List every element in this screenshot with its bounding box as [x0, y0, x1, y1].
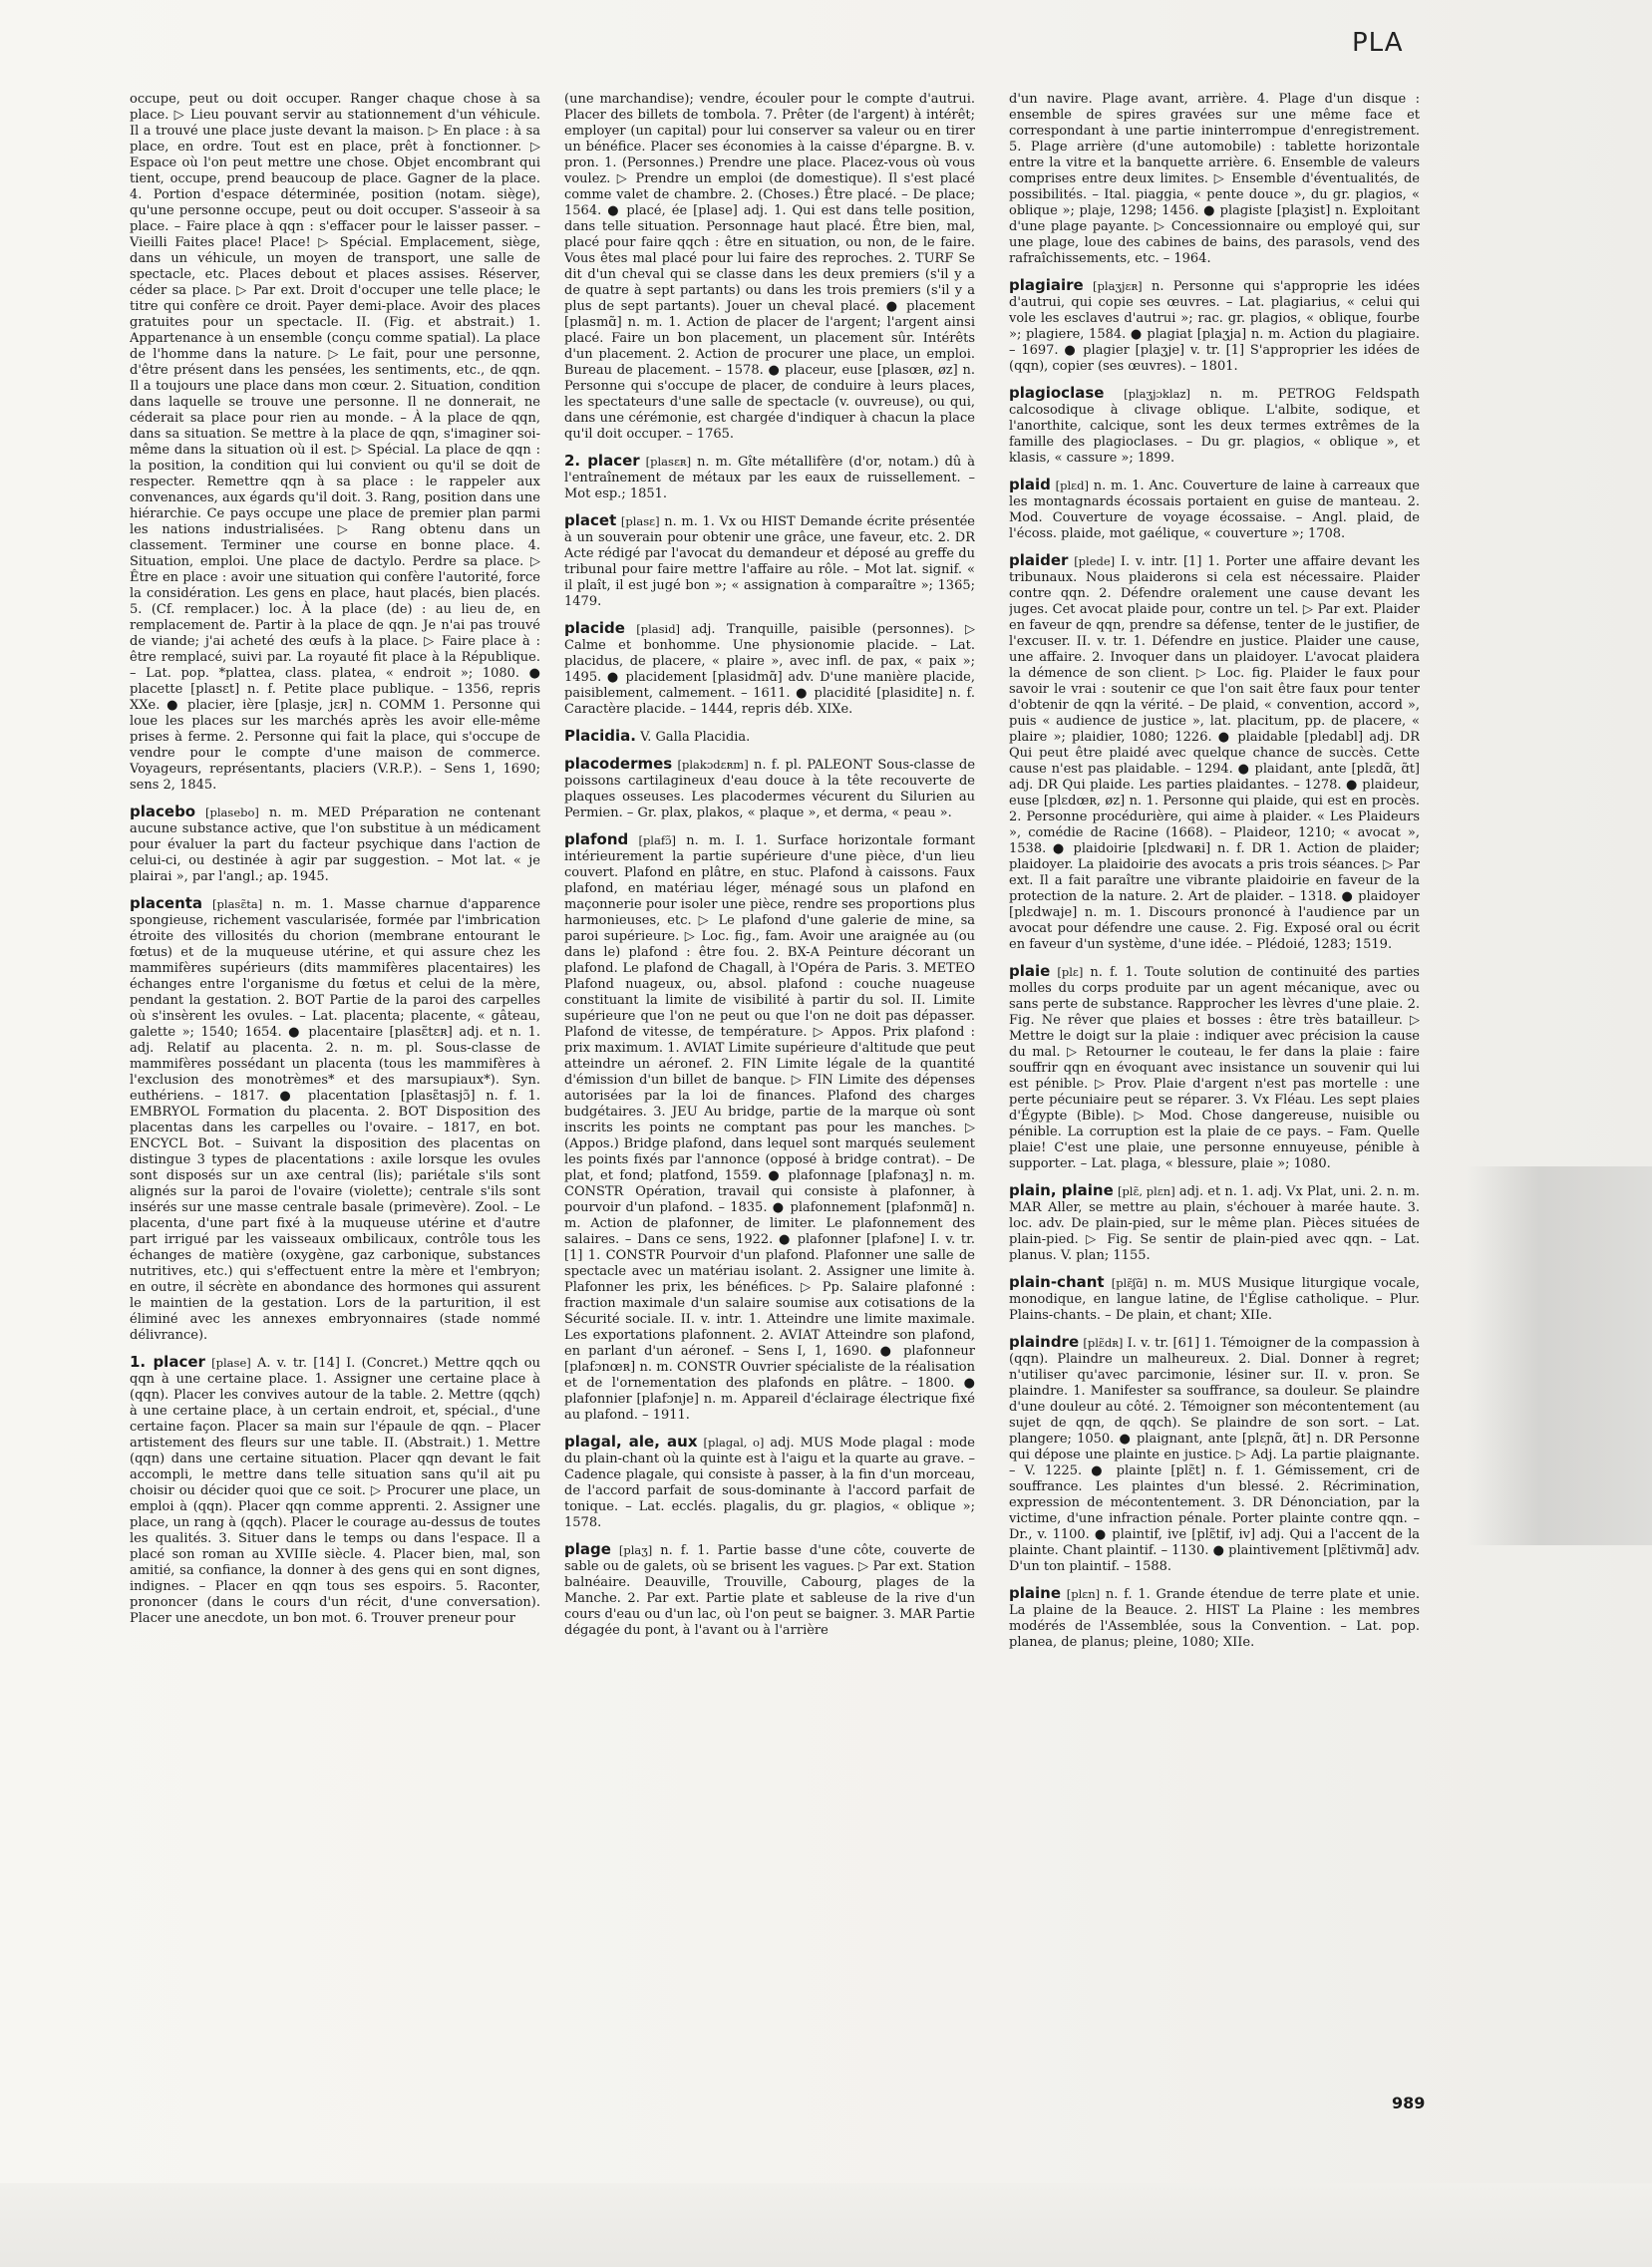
entry-headword: plaindre — [1009, 1333, 1080, 1351]
dictionary-entry — [130, 804, 540, 885]
entry-definition: n. m. PETROG Feldspath calcosodique à clivage oblique. L'albite, sodique, et l'anorthite, calcique, sont les deux termes extrêmes de la famille des plagioclases. – Du gr. plagios, « oblique », et klasis, « cassure »; 1899. — [1009, 387, 1420, 466]
entry-headword: plaid — [1009, 476, 1051, 493]
dictionary-entry — [564, 1434, 975, 1531]
dictionary-entry — [1009, 963, 1420, 1172]
entry-pronunciation: [plase] — [211, 1356, 251, 1370]
entry-pronunciation: [plɛ] — [1057, 965, 1084, 979]
entry-definition: n. m. 1. Vx ou HIST Demande écrite présentée à un souverain pour obtenir une grâce, une faveur, etc. 2. DR Acte rédigé par l'avocat du demandeur et déposé au greffe du tribunal pour faire mettre l'affaire au rôle. – Mot lat. signif. « il plaît, il est jugé bon »; « assignation à comparaître »; 1365; 1479. — [564, 514, 975, 609]
dictionary-entry — [1009, 385, 1420, 467]
entry-definition: adj. Tranquille, paisible (personnes). ▷ Calme et bonhomme. Une physionomie placide. – Lat. placidus, de placere, « plaire », avec infl. de pax, « paix »; 1495. ● placidement [plasidmɑ̃] adv. D'une manière placide, paisiblement, calmement. – 1611. ● placidité [plasidite] n. f. Caractère placide. – 1444, repris déb. XIXe. — [564, 622, 975, 717]
entry-headword: plaie — [1009, 962, 1051, 980]
entry-pronunciation: [plaʒjɔklaz] — [1124, 387, 1191, 401]
entry-headword: placide — [564, 619, 625, 637]
dictionary-entry — [564, 512, 975, 610]
entry-definition: n. Personne qui s'approprie les idées d'autrui, qui copie ses œuvres. – Lat. plagiarius, « celui qui vole les esclaves d'autrui »; rac. gr. plagios, « oblique, fourbe »; plagiere, 1584. ● plagiat [plaʒja] n. m. Action du plagiaire. – 1697. ● plagier [plaʒje] v. tr. [1] S'approprier les idées de (qqn), copier (ses œuvres). – 1801. — [1009, 279, 1420, 374]
entry-pronunciation: [plɛ̃ʃɑ̃] — [1111, 1276, 1149, 1290]
entry-definition: n. m. 1. Masse charnue d'apparence spongieuse, richement vascularisée, formée par l'imbrication étroite des villosités du chorion (membrane entourant le fœtus) et de la muqueuse utérine, et qui assure chez les mammifères supérieurs (dits mammifères placentaires) les échanges entre l'organisme du fœtus et celui de la mère, pendant la gestation. 2. BOT Partie de la paroi des carpelles où s'insèrent les ovules. – Lat. placenta; placente, « gâteau, galette »; 1540; 1654. ● placentaire [plasɛ̃tɛʀ] adj. et n. 1. adj. Relatif au placenta. 2. n. m. pl. Sous-classe de mammifères possédant un placenta (tous les mammifères à l'exclusion des monotrèmes* et des marsupiaux*). Syn. euthériens. – 1817. ● placentation [plasɛ̃tasjɔ̃] n. f. 1. EMBRYOL Formation du placenta. 2. BOT Disposition des placentas dans les carpelles ou l'ovaire. – 1817, en bot. ENCYCL Bot. – Suivant la disposition des placentas on distingue 3 types de placentations : axile lorsque les ovules sont disposés sur un axe central (lis); pariétale s'ils sont alignés sur la paroi de l'ovaire (violette); centrale s'ils sont insérés sur une masse centrale basale (primevère). Zool. – Le placenta, d'une part fixé à la muqueuse utérine et d'autre part irrigué par les vaisseaux ombilicaux, contrôle tous les échanges de matière (oxygène, gaz carbonique, substances nutritives, etc.) qui s'effectuent entre la mère et l'embryon; en outre, il sécrète en abondance des hormones qui assurent le maintien de la gestation. Lors de la parturition, il est éliminé avec les annexes embryonnaires (stade nommé délivrance). — [130, 897, 540, 1343]
dictionary-entry — [564, 728, 975, 746]
dictionary-entry — [1009, 1274, 1420, 1324]
page-shadow — [1466, 1166, 1652, 1545]
entry-definition: n. m. MUS Musique liturgique vocale, monodique, en langue latine, de l'Église catholique. – Plur. Plains-chants. – De plain, et chant; XIIe. — [1009, 1276, 1420, 1323]
entry-headword: plaine — [1009, 1584, 1061, 1602]
entry-headword: plage — [564, 1540, 611, 1558]
entry-pronunciation: [plagal, o] — [703, 1436, 765, 1450]
entry-definition: I. v. intr. [1] 1. Porter une affaire devant les tribunaux. Nous plaiderons si cela est nécessaire. Plaider contre qqn. 2. Défendre oralement une cause devant les juges. Cet avocat plaide pour, contre un tel. ▷ Par ext. Plaider en faveur de qqn, prendre sa défense, tenter de le justifier, de l'excuser. II. v. tr. 1. Défendre en justice. Plaider une cause, une affaire. 2. Invoquer dans un plaidoyer. L'avocat plaidera la démence de son client. ▷ Loc. fig. Plaider le faux pour savoir le vrai : soutenir ce que l'on sait être faux pour tenter d'obtenir de qqn la vérité. – De plaid, « convention, accord », puis « audience de justice », lat. placitum, pp. de placere, « plaire »; plaidier, 1080; 1226. ● plaidable [pledabl] adj. DR Qui peut être plaidé avec quelque chance de succès. Cette cause n'est pas plaidable. – 1294. ● plaidant, ante [plɛdɑ̃, ɑ̃t] adj. DR Qui plaide. Les parties plaidantes. – 1278. ● plaideur, euse [plɛdœʀ, øz] n. 1. Personne qui plaide, qui est en procès. 2. Personne procédurière, qui aime à plaider. « Les Plaideurs », comédie de Racine (1668). – Plaideor, 1210; « avocat », 1538. ● plaidoirie [plɛdwaʀi] n. f. DR 1. Action de plaider; plaidoyer. La plaidoirie des avocats a pris trois séances. ▷ Par ext. Il a fait paraître une vibrante plaidoirie en faveur de la protection de la nature. 2. Art de plaider. – 1318. ● plaidoyer [plɛdwaje] n. m. 1. Discours prononcé à l'audience par un avocat pour défendre une cause. 2. Fig. Exposé oral ou écrit en faveur d'un système, d'une idée. – Plédoié, 1283; 1519. — [1009, 554, 1420, 952]
entry-headword: plain-chant — [1009, 1273, 1105, 1291]
dictionary-entry — [564, 1541, 975, 1639]
entry-definition: occupe, peut ou doit occuper. Ranger chaque chose à sa place. ▷ Lieu pouvant servir au stationnement d'un véhicule. Il a trouvé une place juste devant la maison. ▷ En place : à sa place, en ordre. Tout est en place, prêt à fonctionner. ▷ Espace où l'on peut mettre une chose. Objet encombrant qui tient, occupe, prend beaucoup de place. Gagner de la place. 4. Portion d'espace déterminée, position (notam. siège), qu'une personne occupe, peut ou doit occuper. S'asseoir à sa place. – Faire place à qqn : s'effacer pour le laisser passer. – Vieilli Faites place! Place! ▷ Spécial. Emplacement, siège, dans un véhicule, un moyen de transport, une salle de spectacle, etc. Places debout et places assises. Réserver, céder sa place. ▷ Par ext. Droit d'occuper une telle place; le titre qui confère ce droit. Payer demi-place. Avoir des places gratuites pour un spectacle. II. (Fig. et abstrait.) 1. Appartenance à un ensemble (conçu comme spatial). La place de l'homme dans la nature. ▷ Le fait, pour une personne, d'être présent dans les pensées, les sentiments, etc., de qqn. Il a toujours une place dans mon cœur. 2. Situation, condition dans laquelle se trouve une personne. Il ne donnerait, ne céderait sa place pour rien au monde. – À la place de qqn, dans sa situation. Se mettre à la place de qqn, s'imaginer soi-même dans la situation où il est. ▷ Spécial. La place de qqn : la position, la condition qui lui convient ou qu'il se doit de respecter. Remettre qqn à sa place : le rappeler aux convenances, aux égards qu'il doit. 3. Rang, position dans une hiérarchie. Ce pays occupe une place de premier plan parmi les nations industrialisées. ▷ Rang obtenu dans un classement. Terminer une course en bonne place. 4. Situation, emploi. Une place de dactylo. Perdre sa place. ▷ Être en place : avoir une situation qui confère l'autorité, force la considération. Les gens en place, haut placés, bien placés. 5. (Cf. remplacer.) loc. À la place (de) : au lieu de, en remplacement de. Partir à la place de qqn. Je n'ai pas trouvé de viande; j'ai acheté des œufs à la place. ▷ Faire place à : être remplacé, suivi par. La royauté fit place à la République. – Lat. pop. *plattea, class. platea, « endroit »; 1080. ● placette [plasɛt] n. f. Petite place publique. – 1356, repris XXe. ● placier, ière [plasje, jɛʀ] n. COMM 1. Personne qui loue les places sur les marchés après les avoir elle-même prises à ferme. 2. Personne qui fait la place, qui s'occupe de vendre pour le compte d'une maison de commerce. Voyageurs, représentants, placiers (V.R.P.). – Sens 1, 1690; sens 2, 1845. — [130, 92, 540, 793]
entry-headword: placodermes — [564, 755, 673, 773]
dictionary-entry — [1009, 1182, 1420, 1264]
entry-definition: n. m. I. 1. Surface horizontale formant intérieurement la partie supérieure d'une pièce, d'un lieu couvert. Plafond en plâtre, en stuc. Plafond à caissons. Faux plafond, en matériau léger, ménagé sous un plafond en maçonnerie pour isoler une pièce, rendre ses proportions plus harmonieuses, etc. ▷ Le plafond d'une galerie de mine, sa paroi supérieure. ▷ Loc. fig., fam. Avoir une araignée au (ou dans le) plafond : être fou. 2. BX-A Peinture décorant un plafond. Le plafond de Chagall, à l'Opéra de Paris. 3. METEO Plafond nuageux, ou, absol. plafond : couche nuageuse constituant la limite de visibilité à partir du sol. II. Limite supérieure que l'on ne peut ou que l'on ne doit pas dépasser. Plafond de vitesse, de température. ▷ Appos. Prix plafond : prix maximum. 1. AVIAT Limite supérieure d'altitude que peut atteindre un aéronef. 2. FIN Limite légale de la quantité d'émission d'un billet de banque. ▷ FIN Limite des dépenses autorisées par la loi de finances. Plafond des charges budgétaires. 3. JEU Au bridge, partie de la marque où sont inscrits les points ne comptant pas pour les manches. ▷ (Appos.) Bridge plafond, dans lequel sont marqués seulement les points fixés par l'annonce (opposé à bridge contrat). – De plat, et fond; platfond, 1559. ● plafonnage [plafɔnaʒ] n. m. CONSTR Opération, travail qui consiste à plafonner, à pourvoir d'un plafond. – 1835. ● plafonnement [plafɔnmɑ̃] n. m. Action de plafonner, de limiter. Le plafonnement des salaires. – Dans ce sens, 1922. ● plafonner [plafɔne] I. v. tr. [1] 1. CONSTR Pourvoir d'un plafond. Plafonner une salle de spectacle avec un matériau isolant. 2. Assigner une limite à. Plafonner les prix, les bénéfices. ▷ Pp. Salaire plafonné : fraction maximale d'un salaire soumise aux cotisations de la Sécurité sociale. II. v. intr. 1. Atteindre une limite maximale. Les exportations plafonnent. 2. AVIAT Atteindre son plafond, en parlant d'un aéronef. – Sens I, 1, 1690. ● plafonneur [plafɔnœʀ] n. m. CONSTR Ouvrier spécialiste de la réalisation et de l'ornementation des plafonds en plâtre. – 1800. ● plafonnier [plafɔnje] n. m. Appareil d'éclairage électrique fixé au plafond. – 1911. — [564, 833, 975, 1423]
dictionary-entry — [1009, 477, 1420, 542]
entry-pronunciation: [plasɛʀ] — [645, 455, 692, 469]
entry-definition: n. f. pl. PALEONT Sous-classe de poissons cartilagineux d'eau douce à la tête recouverte de plaques osseuses. Les placodermes vécurent du Silurien au Permien. – Gr. plax, plakos, « plaque », et derma, « peau ». — [564, 758, 975, 820]
entry-pronunciation: [plaʒ] — [618, 1543, 653, 1557]
entry-pronunciation: [plaʒjɛʀ] — [1093, 279, 1143, 293]
dictionary-entry — [130, 895, 540, 1344]
entry-pronunciation: [plasid] — [636, 622, 681, 636]
entry-definition: n. m. MED Préparation ne contenant aucune substance active, que l'on substitue à un médicament pour évaluer la part du facteur psychique dans l'action de celui-ci, ou destinée à agir par suggestion. – Mot lat. « je plairai », par l'angl.; ap. 1945. — [130, 806, 540, 884]
entry-definition: n. f. 1. Toute solution de continuité des parties molles du corps produite par un agent mécanique, avec ou sans perte de substance. Rapprocher les lèvres d'une plaie. 2. Fig. Ne rêver que plaies et bosses : être très batailleur. ▷ Mettre le doigt sur la plaie : indiquer avec précision la cause du mal. ▷ Retourner le couteau, le fer dans la plaie : faire souffrir qqn en évoquant avec insistance un souvenir qui lui est pénible. ▷ Prov. Plaie d'argent n'est pas mortelle : une perte pécuniaire peut se réparer. 3. Vx Fléau. Les sept plaies d'Égypte (Bible). ▷ Mod. Chose dangereuse, nuisible ou pénible. La corruption est la plaie de ce pays. – Fam. Quelle plaie! C'est une plaie, une personne ennuyeuse, pénible à supporter. – Lat. plaga, « blessure, plaie »; 1080. — [1009, 965, 1420, 1171]
entry-pronunciation: [plakɔdɛʀm] — [677, 758, 749, 772]
entry-pronunciation: [plasɛ̃ta] — [212, 897, 263, 911]
entry-pronunciation: [plasebo] — [205, 806, 259, 819]
entry-definition: adj. MUS Mode plagal : mode du plain-chant où la quinte est à l'aigu et la quarte au grave. – Cadence plagale, qui consiste à passer, à la fin d'un morceau, de l'accord parfait de sous-dominante à l'accord parfait de tonique. – Lat. ecclés. plagalis, du gr. plagios, « oblique »; 1578. — [564, 1436, 975, 1530]
entry-headword: plaider — [1009, 551, 1069, 569]
entry-pronunciation: [plede] — [1074, 554, 1116, 568]
entry-definition: n. f. 1. Grande étendue de terre plate et unie. La plaine de la Beauce. 2. HIST La Plaine : les membres modérés de l'Assemblée, sous la Convention. – Lat. pop. planea, de planus; pleine, 1080; XIIe. — [1009, 1587, 1420, 1650]
entry-definition: n. m. 1. Anc. Couverture de laine à carreaux que les montagnards écossais portaient en guise de manteau. 2. Mod. Couverture de voyage écossaise. – Angl. plaid, de l'écoss. plaide, mot gaélique, « couverture »; 1708. — [1009, 479, 1420, 541]
dictionary-entry — [130, 1354, 540, 1627]
entry-definition: (une marchandise); vendre, écouler pour le compte d'autrui. Placer des billets de tombola. 7. Prêter (de l'argent) à intérêt; employer (un capital) pour lui conserver sa valeur ou en tirer un bénéfice. Placer ses économies à la caisse d'épargne. B. v. pron. 1. (Personnes.) Prendre une place. Placez-vous où vous voulez. ▷ Prendre un emploi (de domestique). Il s'est placé comme valet de chambre. 2. (Choses.) Être placé. – De place; 1564. ● placé, ée [plase] adj. 1. Qui est dans telle position, dans telle situation. Personnage haut placé. Être bien, mal, placé pour faire qqch : être en situation, ou non, de le faire. Vous êtes mal placé pour lui faire des reproches. 2. TURF Se dit d'un cheval qui se classe dans les deux premiers (s'il y a de quatre à sept partants) ou dans les trois premiers (s'il y a plus de sept partants). Jouer un cheval placé. ● placement [plasmɑ̃] n. m. 1. Action de placer de l'argent; l'argent ainsi placé. Faire un bon placement, un placement sûr. Intérêts d'un placement. 2. Action de procurer une place, un emploi. Bureau de placement. – 1578. ● placeur, euse [plasœʀ, øz] n. Personne qui s'occupe de placer, de conduire à leurs places, les spectateurs d'une salle de spectacle (v. ouvreuse), ou qui, dans une cérémonie, est chargée d'indiquer à chacun la place qu'il doit occuper. – 1765. — [564, 92, 975, 442]
entry-definition: V. Galla Placidia. — [640, 730, 751, 745]
entry-headword: plagal, ale, aux — [564, 1433, 698, 1451]
dictionary-entry — [564, 92, 975, 443]
entry-pronunciation: [plɛn] — [1066, 1587, 1101, 1601]
entry-headword: 1. placer — [130, 1353, 205, 1371]
column-2 — [564, 92, 975, 2066]
dictionary-entry — [1009, 277, 1420, 375]
entry-pronunciation: [plasɛ] — [620, 514, 660, 528]
entry-pronunciation: [plɛd] — [1055, 479, 1089, 492]
dictionary-entry — [564, 620, 975, 718]
entry-headword: placet — [564, 511, 617, 529]
entry-definition: adj. et n. 1. adj. Vx Plat, uni. 2. n. m. MAR Aller, se mettre au plain, s'échouer à marée haute. 3. loc. adv. De plain-pied, sur le même plan. Pièces situées de plain-pied. ▷ Fig. Se sentir de plain-pied avec qqn. – Lat. planus. V. plan; 1155. — [1009, 1184, 1420, 1263]
entry-headword: placenta — [130, 894, 203, 912]
entry-headword: placebo — [130, 803, 196, 820]
entry-definition: n. f. 1. Partie basse d'une côte, couverte de sable ou de galets, où se brisent les vagues. ▷ Par ext. Station balnéaire. Deauville, Trouville, Cabourg, plages de la Manche. 2. Par ext. Partie plate et sableuse de la rive d'un cours d'eau ou d'un lac, où l'on peut se baigner. 3. MAR Partie dégagée du pont, à l'avant ou à l'arrière — [564, 1543, 975, 1638]
entry-headword: plain, plaine — [1009, 1181, 1114, 1199]
dictionary-entry — [130, 92, 540, 794]
entry-definition: n. m. Gîte métallifère (d'or, notam.) dû à l'entraînement de métaux par les eaux de ruissellement. – Mot esp.; 1851. — [564, 455, 975, 501]
dictionary-entry — [1009, 552, 1420, 953]
entry-pronunciation: [plɛ̃dʀ] — [1083, 1336, 1124, 1350]
entry-definition: I. v. tr. [61] 1. Témoigner de la compassion à (qqn). Plaindre un malheureux. 2. Dial. Donner à regret; n'utiliser qu'avec parcimonie, lésiner sur. II. v. pron. Se plaindre. 1. Manifester sa souffrance, sa douleur. Se plaindre d'une douleur au côté. 2. Témoigner son mécontentement (au sujet de qqn, de qqch). Se plaindre de son sort. – Lat. plangere; 1050. ● plaignant, ante [plɛɲɑ̃, ɑ̃t] n. DR Personne qui dépose une plainte en justice. ▷ Adj. La partie plaignante. – V. 1225. ● plainte [plɛ̃t] n. f. 1. Gémissement, cri de souffrance. Les plaintes d'un blessé. 2. Récrimination, expression de mécontentement. 3. DR Dénonciation, par la victime, d'une infraction pénale. Porter plainte contre qqn. – Dr., v. 1100. ● plaintif, ive [plɛ̃tif, iv] adj. Qui a l'accent de la plainte. Chant plaintif. – 1130. ● plaintivement [plɛ̃tivmɑ̃] adv. D'un ton plaintif. – 1588. — [1009, 1336, 1420, 1574]
dictionary-entry — [1009, 92, 1420, 267]
entry-headword: plagiaire — [1009, 276, 1084, 294]
entry-headword: plagioclase — [1009, 384, 1105, 402]
dictionary-entry — [1009, 1585, 1420, 1651]
entry-definition: d'un navire. Plage avant, arrière. 4. Plage d'un disque : ensemble de spires gravées sur une même face et correspondant à une partie ininterrompue d'enregistrement. 5. Plage arrière (d'une automobile) : tablette horizontale entre la vitre et la banquette arrière. 6. Ensemble de valeurs comprises entre deux limites. ▷ Ensemble d'éventualités, de possibilités. – Ital. piaggia, « pente douce », du gr. plagios, « oblique »; plaje, 1298; 1456. ● plagiste [plaʒist] n. Exploitant d'une plage payante. ▷ Concessionnaire ou employé qui, sur une plage, loue des cabines de bains, des parasols, vend des rafraîchissements, etc. – 1964. — [1009, 92, 1420, 266]
dictionary-entry — [564, 831, 975, 1424]
running-head: PLA — [1352, 28, 1404, 58]
dictionary-entry — [1009, 1334, 1420, 1575]
dictionary-entry — [564, 756, 975, 821]
entry-definition: A. v. tr. [14] I. (Concret.) Mettre qqch ou qqn à une certaine place. 1. Assigner une certaine place à (qqn). Placer les convives autour de la table. 2. Mettre (qqch) à une certaine place, à un certain endroit, et, spécial., d'une certaine façon. Placer sa main sur l'épaule de qqn. – Placer artistement des fleurs sur une table. II. (Abstrait.) 1. Mettre (qqn) dans une certaine situation. Placer qqn devant le fait accompli, le mettre dans telle situation sans qu'il ait pu choisir ou décider quoi que ce soit. ▷ Procurer une place, un emploi à (qqn). Placer qqn comme apprenti. 2. Assigner une place, un rang à (qqch). Placer le courage au-dessus de toutes les qualités. 3. Situer dans le temps ou dans l'espace. Il a placé son roman au XVIIIe siècle. 4. Placer bien, mal, son amitié, sa confiance, la donner à des gens qui en sont dignes, indignes. – Placer en qqn tous ses espoirs. 5. Raconter, prononcer (dans le cours d'un récit, d'une conversation). Placer une anecdote, un bon mot. 6. Trouver preneur pour — [130, 1356, 540, 1626]
entry-headword: 2. placer — [564, 452, 640, 470]
page-number: 989 — [1392, 2094, 1426, 2112]
entry-headword: plafond — [564, 830, 629, 848]
page-bottom-edge — [0, 2183, 1652, 2267]
entry-pronunciation: [plafɔ̃] — [638, 833, 677, 847]
column-1 — [130, 92, 540, 2066]
column-3 — [1009, 92, 1420, 2066]
entry-headword: Placidia. — [564, 727, 636, 745]
entry-pronunciation: [plɛ̃, plɛn] — [1117, 1184, 1175, 1198]
dictionary-entry — [564, 453, 975, 502]
